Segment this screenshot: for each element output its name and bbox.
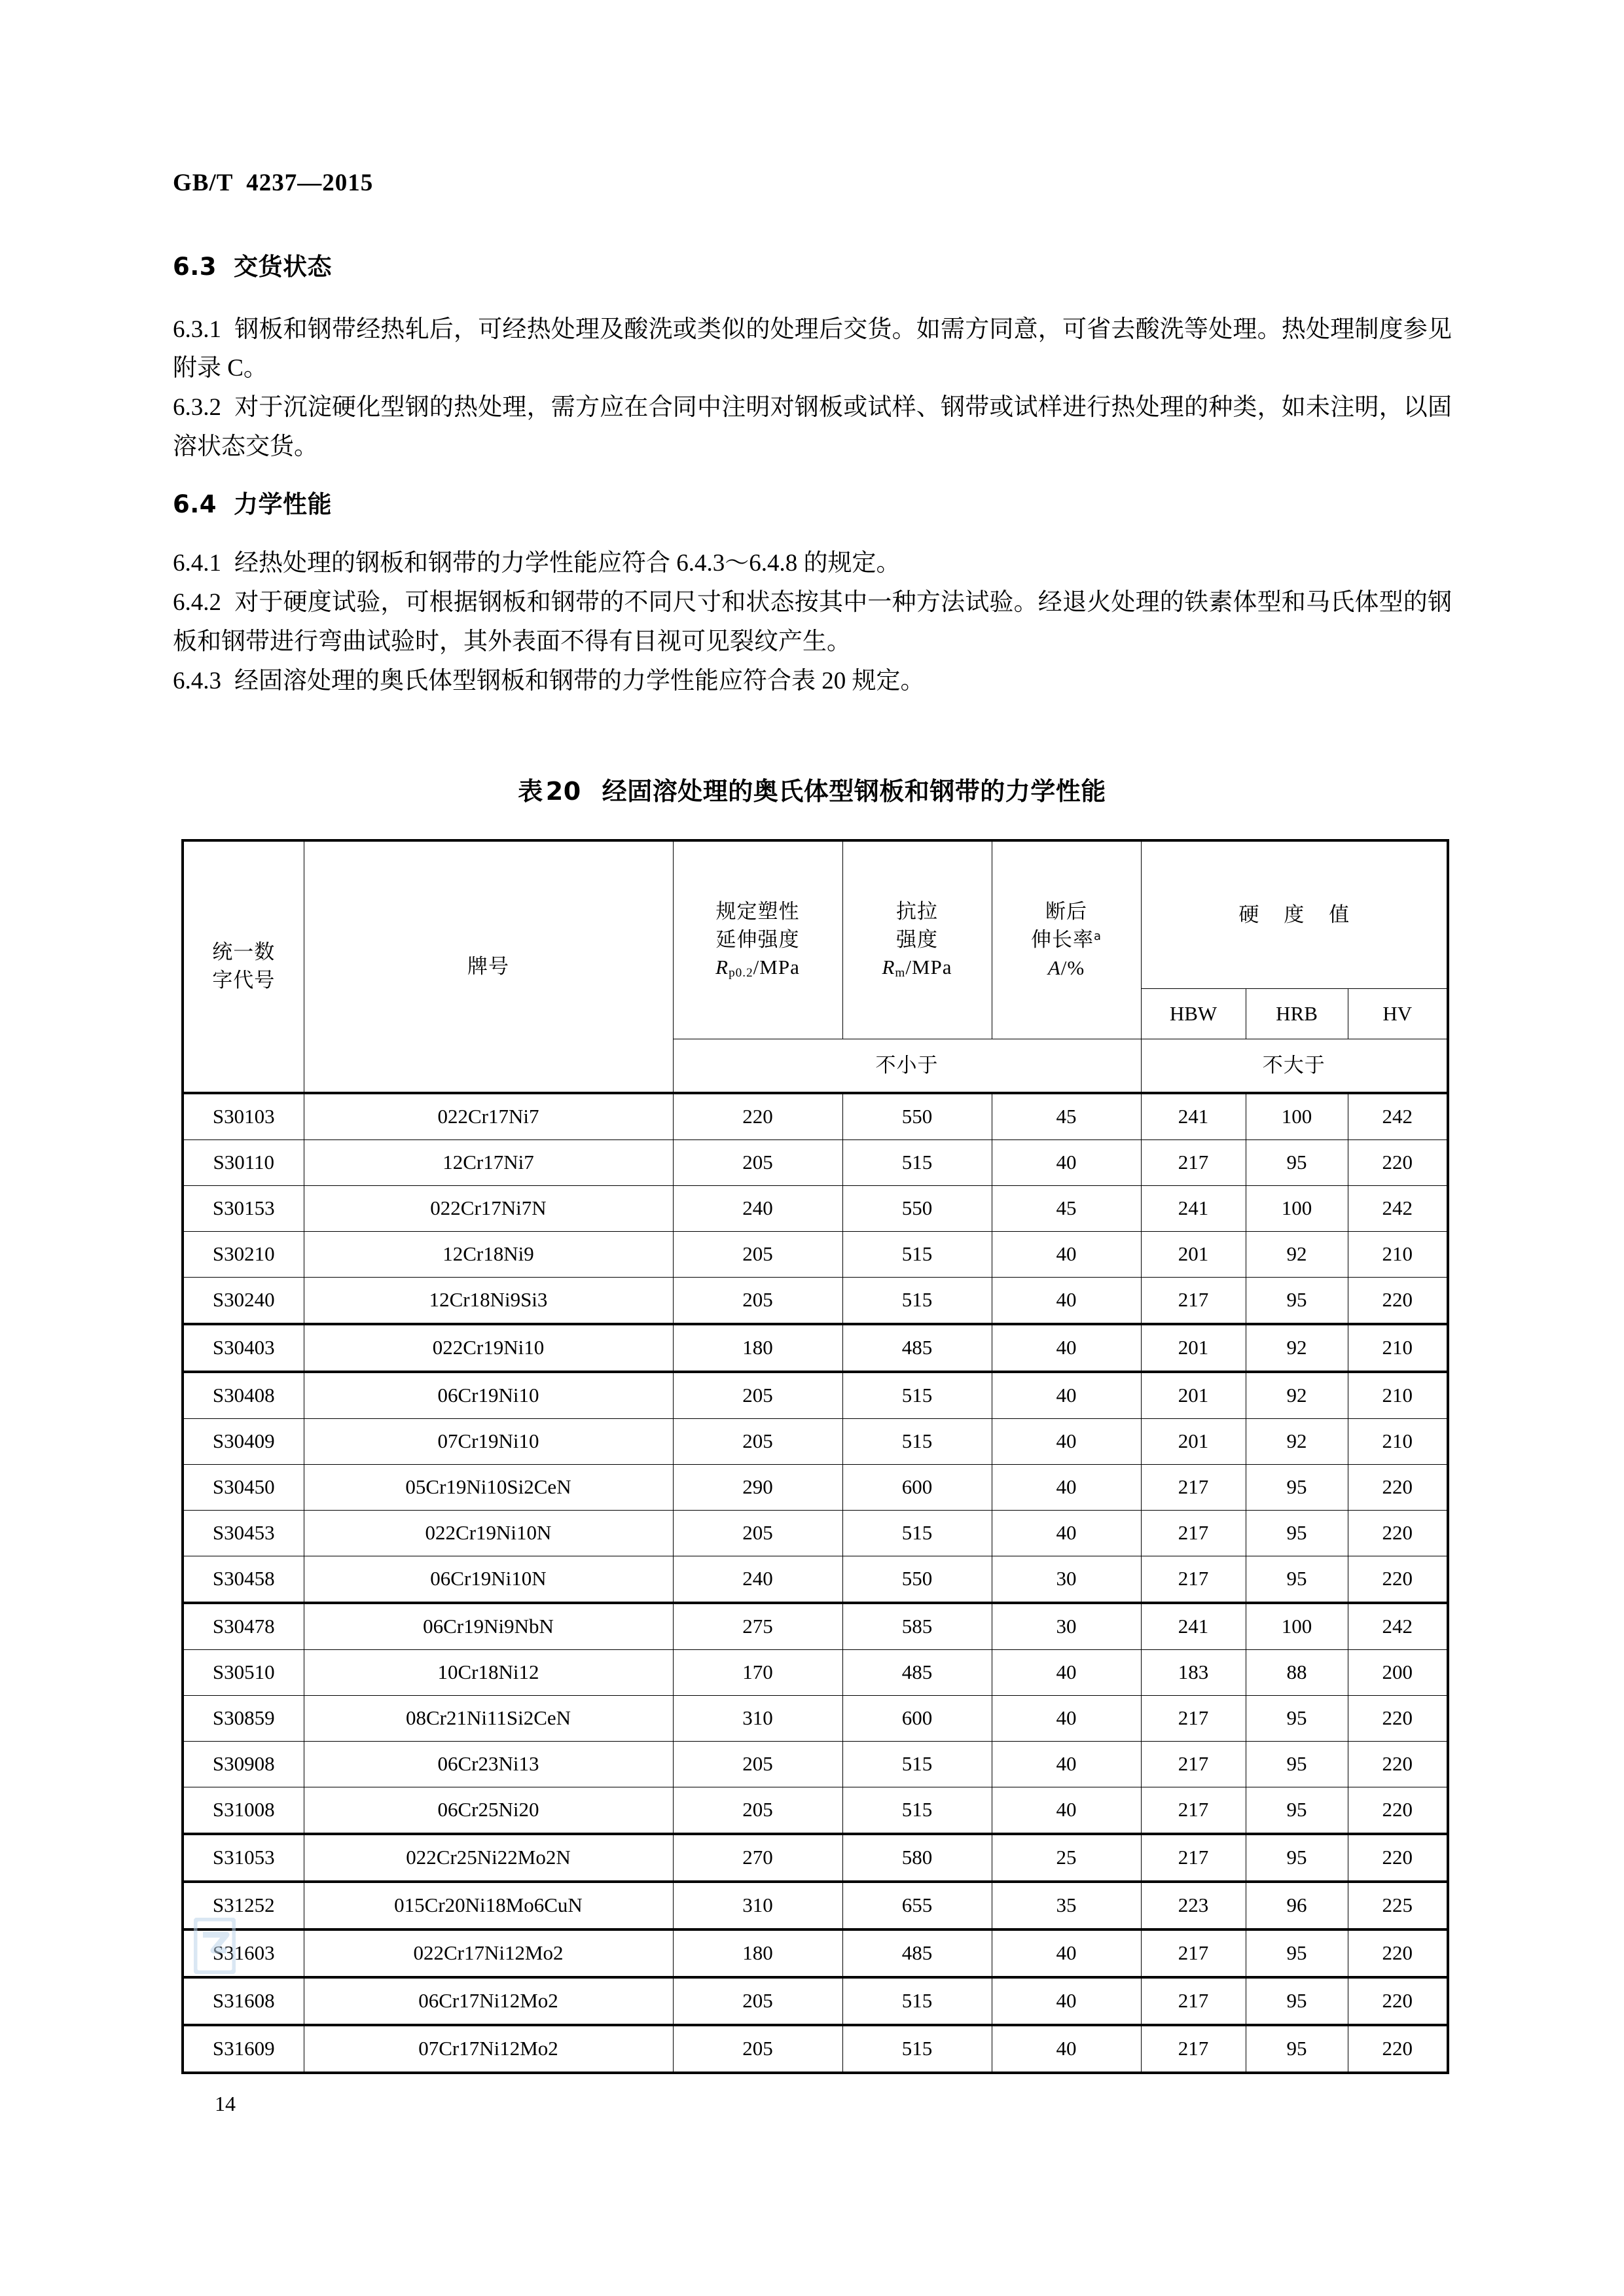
cell-tensile-strength: 600 — [842, 1465, 992, 1511]
table-caption-number: 20 — [545, 777, 581, 806]
paragraph-text-6-4-2: 对于硬度试验，可根据钢板和钢带的不同尺寸和状态按其中一种方法试验。经退火处理的铁素体型和马氏体型的钢板和钢带进行弯曲试验时，其外表面不得有目视可见裂纹产生。 — [173, 588, 1452, 655]
header-elongation-symbol — [992, 954, 1141, 982]
header-elongation — [992, 840, 1141, 1039]
cell-hrb: 92 — [1246, 1419, 1348, 1465]
header-elongation-symbol-a: A — [1047, 956, 1061, 979]
cell-unified-code: S31053 — [183, 1834, 304, 1882]
table-row — [183, 1278, 1448, 1325]
cell-hrb: 95 — [1246, 1834, 1348, 1882]
cell-tensile-strength: 550 — [842, 1186, 992, 1232]
cell-hv: 220 — [1348, 2025, 1448, 2073]
paragraph-text-6-3-1: 钢板和钢带经热轧后，可经热处理及酸洗或类似的处理后交货。如需方同意，可省去酸洗等处理。热处理制度参见附录 C。 — [173, 315, 1452, 382]
cell-hbw: 217 — [1141, 1278, 1246, 1325]
cell-elongation: 30 — [992, 1603, 1141, 1650]
cell-hv: 242 — [1348, 1093, 1448, 1140]
paragraph-6-4-3 — [173, 662, 1452, 701]
header-proof-strength-line2: 延伸强度 — [715, 927, 800, 952]
cell-proof-strength: 180 — [673, 1929, 842, 1977]
cell-elongation: 25 — [992, 1834, 1141, 1882]
cell-unified-code: S30240 — [183, 1278, 304, 1325]
table-header-row-main — [183, 840, 1448, 989]
table-row — [183, 1603, 1448, 1650]
cell-elongation: 45 — [992, 1093, 1141, 1140]
page-number: 14 — [215, 2092, 236, 2115]
cell-proof-strength: 220 — [673, 1093, 842, 1140]
cell-hbw: 201 — [1141, 1419, 1246, 1465]
paragraph-number-6-4-3: 6.4.3 — [173, 667, 221, 694]
header-tensile-strength — [842, 840, 992, 1039]
cell-unified-code: S31609 — [183, 2025, 304, 2073]
paragraph-number-6-4-2: 6.4.2 — [173, 588, 221, 616]
cell-elongation: 40 — [992, 1372, 1141, 1419]
cell-grade: 06Cr25Ni20 — [304, 1787, 673, 1835]
header-unified-code-line2: 字代号 — [212, 969, 276, 992]
cell-proof-strength: 205 — [673, 1232, 842, 1278]
paragraph-text-6-3-2: 对于沉淀硬化型钢的热处理，需方应在合同中注明对钢板或试样、钢带或试样进行热处理的种类，如未注明，以固溶状态交货。 — [173, 394, 1452, 461]
cell-grade: 06Cr19Ni9NbN — [304, 1603, 673, 1650]
cell-grade: 022Cr17Ni7 — [304, 1093, 673, 1140]
table-row — [183, 1834, 1448, 1882]
cell-grade: 05Cr19Ni10Si2CeN — [304, 1465, 673, 1511]
cell-hrb: 95 — [1246, 1977, 1348, 2025]
cell-grade: 015Cr20Ni18Mo6CuN — [304, 1882, 673, 1929]
cell-tensile-strength: 515 — [842, 2025, 992, 2073]
cell-hbw: 217 — [1141, 1742, 1246, 1787]
cell-elongation: 40 — [992, 1696, 1141, 1742]
header-hardness-group-label: 硬 度 值 — [1238, 903, 1359, 927]
table-caption-label: 表 — [518, 777, 543, 806]
table-row — [183, 1882, 1448, 1929]
paragraph-text-6-4-3: 经固溶处理的奥氏体型钢板和钢带的力学性能应符合表 20 规定。 — [234, 667, 925, 694]
cell-grade: 022Cr19Ni10N — [304, 1511, 673, 1556]
cell-elongation: 40 — [992, 1465, 1141, 1511]
cell-proof-strength: 290 — [673, 1465, 842, 1511]
clause-heading-6-4 — [173, 486, 1452, 523]
cell-unified-code: S30210 — [183, 1232, 304, 1278]
table-row — [183, 1696, 1448, 1742]
cell-grade: 022Cr17Ni12Mo2 — [304, 1929, 673, 1977]
header-unified-code — [183, 840, 304, 1093]
cell-tensile-strength: 515 — [842, 1278, 992, 1325]
cell-unified-code: S30408 — [183, 1372, 304, 1419]
cell-hrb: 92 — [1246, 1324, 1348, 1372]
cell-hv: 220 — [1348, 1977, 1448, 2025]
cell-hbw: 217 — [1141, 1140, 1246, 1186]
clause-number-6-4: 6.4 — [173, 490, 217, 519]
cell-hv: 220 — [1348, 1696, 1448, 1742]
header-tensile-strength-symbol-sub: m — [895, 966, 906, 980]
cell-elongation: 40 — [992, 1324, 1141, 1372]
cell-hbw: 183 — [1141, 1650, 1246, 1696]
clause-heading-6-3 — [173, 249, 1452, 285]
cell-unified-code: S30510 — [183, 1650, 304, 1696]
cell-hbw: 217 — [1141, 1696, 1246, 1742]
cell-proof-strength: 205 — [673, 1278, 842, 1325]
cell-grade: 07Cr19Ni10 — [304, 1419, 673, 1465]
paragraph-6-3-2 — [173, 388, 1452, 467]
cell-proof-strength: 205 — [673, 1511, 842, 1556]
cell-hrb: 95 — [1246, 1278, 1348, 1325]
cell-elongation: 30 — [992, 1556, 1141, 1604]
cell-unified-code: S30403 — [183, 1324, 304, 1372]
cell-elongation: 40 — [992, 1742, 1141, 1787]
cell-hv: 210 — [1348, 1372, 1448, 1419]
header-hv: HV — [1348, 989, 1448, 1039]
table-row — [183, 1929, 1448, 1977]
header-hardness-group — [1141, 840, 1448, 989]
cell-tensile-strength: 485 — [842, 1650, 992, 1696]
cell-hbw: 201 — [1141, 1372, 1246, 1419]
cell-tensile-strength: 585 — [842, 1603, 992, 1650]
table-row — [183, 1324, 1448, 1372]
cell-tensile-strength: 515 — [842, 1787, 992, 1835]
cell-tensile-strength: 515 — [842, 1372, 992, 1419]
cell-grade: 07Cr17Ni12Mo2 — [304, 2025, 673, 2073]
cell-tensile-strength: 515 — [842, 1742, 992, 1787]
cell-hbw: 217 — [1141, 2025, 1246, 2073]
cell-hrb: 100 — [1246, 1093, 1348, 1140]
cell-proof-strength: 205 — [673, 1140, 842, 1186]
header-proof-strength-symbol-r: R — [715, 956, 729, 979]
cell-hrb: 95 — [1246, 1742, 1348, 1787]
cell-proof-strength: 205 — [673, 1419, 842, 1465]
header-grade: 牌号 — [304, 840, 673, 1093]
cell-unified-code: S30859 — [183, 1696, 304, 1742]
clause-title-6-3: 交货状态 — [234, 253, 333, 281]
cell-proof-strength: 205 — [673, 1372, 842, 1419]
cell-hrb: 95 — [1246, 1140, 1348, 1186]
cell-grade: 022Cr17Ni7N — [304, 1186, 673, 1232]
cell-hv: 210 — [1348, 1324, 1448, 1372]
cell-hrb: 96 — [1246, 1882, 1348, 1929]
header-elongation-unit: /% — [1060, 956, 1085, 979]
cell-hv: 210 — [1348, 1232, 1448, 1278]
cell-tensile-strength: 550 — [842, 1556, 992, 1604]
header-hbw: HBW — [1141, 989, 1246, 1039]
cell-elongation: 40 — [992, 1977, 1141, 2025]
cell-elongation: 35 — [992, 1882, 1141, 1929]
cell-elongation: 40 — [992, 2025, 1141, 2073]
cell-grade: 06Cr23Ni13 — [304, 1742, 673, 1787]
cell-hbw: 217 — [1141, 1465, 1246, 1511]
cell-hv: 220 — [1348, 1929, 1448, 1977]
table-row — [183, 1556, 1448, 1604]
cell-hv: 220 — [1348, 1140, 1448, 1186]
cell-tensile-strength: 515 — [842, 1232, 992, 1278]
table-row — [183, 1232, 1448, 1278]
cell-tensile-strength: 515 — [842, 1977, 992, 2025]
cell-grade: 12Cr17Ni7 — [304, 1140, 673, 1186]
header-tensile-strength-symbol — [843, 954, 992, 982]
cell-proof-strength: 170 — [673, 1650, 842, 1696]
header-proof-strength-symbol-sub: p0.2 — [729, 966, 753, 980]
cell-elongation: 40 — [992, 1232, 1141, 1278]
cell-hrb: 95 — [1246, 1787, 1348, 1835]
cell-hbw: 223 — [1141, 1882, 1246, 1929]
cell-proof-strength: 180 — [673, 1324, 842, 1372]
cell-elongation: 45 — [992, 1186, 1141, 1232]
header-unified-code-line1: 统一数 — [212, 941, 276, 965]
cell-hbw: 217 — [1141, 1834, 1246, 1882]
cell-hbw: 201 — [1141, 1324, 1246, 1372]
cell-hv: 220 — [1348, 1742, 1448, 1787]
cell-unified-code: S30458 — [183, 1556, 304, 1604]
cell-unified-code: S30908 — [183, 1742, 304, 1787]
running-header-standard-number: GB/T 4237—2015 — [173, 170, 374, 196]
cell-hbw: 241 — [1141, 1603, 1246, 1650]
cell-hbw: 217 — [1141, 1511, 1246, 1556]
cell-elongation: 40 — [992, 1650, 1141, 1696]
table-caption — [0, 771, 1624, 807]
cell-hrb: 100 — [1246, 1186, 1348, 1232]
cell-hv: 242 — [1348, 1603, 1448, 1650]
cell-hv: 225 — [1348, 1882, 1448, 1929]
cell-hv: 220 — [1348, 1787, 1448, 1835]
paragraph-number-6-4-1: 6.4.1 — [173, 549, 221, 577]
cell-unified-code: S31608 — [183, 1977, 304, 2025]
cell-elongation: 40 — [992, 1511, 1141, 1556]
paragraph-number-6-3-2: 6.3.2 — [173, 394, 221, 422]
cell-unified-code: S30453 — [183, 1511, 304, 1556]
cell-hbw: 217 — [1141, 1977, 1246, 2025]
cell-hrb: 92 — [1246, 1372, 1348, 1419]
cell-hbw: 217 — [1141, 1929, 1246, 1977]
table-row — [183, 1465, 1448, 1511]
table-row — [183, 1650, 1448, 1696]
cell-hrb: 95 — [1246, 2025, 1348, 2073]
table-row — [183, 1511, 1448, 1556]
cell-proof-strength: 205 — [673, 1742, 842, 1787]
cell-elongation: 40 — [992, 1419, 1141, 1465]
clause-title-6-4: 力学性能 — [234, 490, 333, 519]
cell-elongation: 40 — [992, 1140, 1141, 1186]
cell-hbw: 217 — [1141, 1787, 1246, 1835]
cell-grade: 06Cr17Ni12Mo2 — [304, 1977, 673, 2025]
cell-grade: 022Cr25Ni22Mo2N — [304, 1834, 673, 1882]
cell-elongation: 40 — [992, 1278, 1141, 1325]
header-tensile-strength-unit: /MPa — [905, 956, 952, 979]
cell-hv: 220 — [1348, 1834, 1448, 1882]
header-tensile-strength-line2: 强度 — [896, 927, 938, 952]
cell-hrb: 95 — [1246, 1696, 1348, 1742]
cell-unified-code: S31008 — [183, 1787, 304, 1835]
header-elongation-line2-text: 伸长率 — [1030, 928, 1094, 952]
cell-unified-code: S30450 — [183, 1465, 304, 1511]
limit-not-less-than: 不小于 — [673, 1039, 1141, 1094]
clause-number-6-3: 6.3 — [173, 253, 217, 281]
cell-grade: 12Cr18Ni9 — [304, 1232, 673, 1278]
cell-grade: 022Cr19Ni10 — [304, 1324, 673, 1372]
cell-hv: 200 — [1348, 1650, 1448, 1696]
cell-unified-code: S31603 — [183, 1929, 304, 1977]
cell-hv: 242 — [1348, 1186, 1448, 1232]
cell-hbw: 217 — [1141, 1556, 1246, 1604]
cell-tensile-strength: 485 — [842, 1929, 992, 1977]
header-proof-strength-symbol — [674, 954, 842, 982]
cell-proof-strength: 240 — [673, 1556, 842, 1604]
table-caption-title: 经固溶处理的奥氏体型钢板和钢带的力学性能 — [602, 777, 1106, 806]
cell-unified-code: S31252 — [183, 1882, 304, 1929]
cell-tensile-strength: 515 — [842, 1419, 992, 1465]
table-row — [183, 1787, 1448, 1835]
cell-hrb: 95 — [1246, 1511, 1348, 1556]
header-proof-strength-line1: 规定塑性 — [715, 899, 800, 924]
table-row — [183, 1372, 1448, 1419]
cell-unified-code: S30153 — [183, 1186, 304, 1232]
mechanical-properties-table-wrapper — [181, 839, 1447, 2074]
body-text-column — [173, 249, 1452, 701]
paragraph-text-6-4-1: 经热处理的钢板和钢带的力学性能应符合 6.4.3～6.4.8 的规定。 — [234, 549, 901, 577]
paragraph-6-4-2 — [173, 583, 1452, 662]
cell-hv: 210 — [1348, 1419, 1448, 1465]
table-row — [183, 1186, 1448, 1232]
cell-hv: 220 — [1348, 1465, 1448, 1511]
cell-tensile-strength: 550 — [842, 1093, 992, 1140]
header-tensile-strength-symbol-r: R — [882, 956, 895, 979]
cell-tensile-strength: 515 — [842, 1511, 992, 1556]
cell-grade: 06Cr19Ni10N — [304, 1556, 673, 1604]
table-row — [183, 1140, 1448, 1186]
table-row — [183, 2025, 1448, 2073]
header-proof-strength-unit: /MPa — [753, 956, 800, 979]
cell-elongation: 40 — [992, 1929, 1141, 1977]
limit-not-greater-than: 不大于 — [1141, 1039, 1448, 1094]
cell-proof-strength: 205 — [673, 1977, 842, 2025]
cell-hbw: 241 — [1141, 1093, 1246, 1140]
cell-hbw: 241 — [1141, 1186, 1246, 1232]
cell-tensile-strength: 515 — [842, 1140, 992, 1186]
cell-hrb: 92 — [1246, 1232, 1348, 1278]
cell-proof-strength: 205 — [673, 1787, 842, 1835]
header-elongation-footnote-marker: a — [1093, 929, 1102, 944]
cell-proof-strength: 270 — [673, 1834, 842, 1882]
mechanical-properties-table — [181, 839, 1449, 2074]
cell-proof-strength: 240 — [673, 1186, 842, 1232]
cell-tensile-strength: 600 — [842, 1696, 992, 1742]
cell-unified-code: S30478 — [183, 1603, 304, 1650]
table-row — [183, 1419, 1448, 1465]
cell-unified-code: S30409 — [183, 1419, 304, 1465]
header-hrb: HRB — [1246, 989, 1348, 1039]
table-row — [183, 1093, 1448, 1140]
cell-grade: 06Cr19Ni10 — [304, 1372, 673, 1419]
cell-tensile-strength: 655 — [842, 1882, 992, 1929]
cell-proof-strength: 205 — [673, 2025, 842, 2073]
header-elongation-line2 — [992, 926, 1141, 954]
cell-tensile-strength: 580 — [842, 1834, 992, 1882]
paragraph-number-6-3-1: 6.3.1 — [173, 315, 221, 343]
cell-hrb: 88 — [1246, 1650, 1348, 1696]
cell-hrb: 95 — [1246, 1465, 1348, 1511]
paragraph-6-3-1 — [173, 310, 1452, 389]
cell-tensile-strength: 485 — [842, 1324, 992, 1372]
cell-hrb: 95 — [1246, 1556, 1348, 1604]
cell-hbw: 201 — [1141, 1232, 1246, 1278]
header-tensile-strength-line1: 抗拉 — [896, 899, 938, 924]
cell-hrb: 95 — [1246, 1929, 1348, 1977]
cell-proof-strength: 310 — [673, 1882, 842, 1929]
cell-hrb: 100 — [1246, 1603, 1348, 1650]
cell-grade: 10Cr18Ni12 — [304, 1650, 673, 1696]
cell-hv: 220 — [1348, 1278, 1448, 1325]
cell-proof-strength: 310 — [673, 1696, 842, 1742]
header-proof-strength — [673, 840, 842, 1039]
cell-unified-code: S30110 — [183, 1140, 304, 1186]
cell-grade: 08Cr21Ni11Si2CeN — [304, 1696, 673, 1742]
cell-hv: 220 — [1348, 1511, 1448, 1556]
cell-elongation: 40 — [992, 1787, 1141, 1835]
table-row — [183, 1742, 1448, 1787]
cell-unified-code: S30103 — [183, 1093, 304, 1140]
cell-proof-strength: 275 — [673, 1603, 842, 1650]
cell-hv: 220 — [1348, 1556, 1448, 1604]
cell-grade: 12Cr18Ni9Si3 — [304, 1278, 673, 1325]
paragraph-6-4-1 — [173, 544, 1452, 583]
table-row — [183, 1977, 1448, 2025]
header-elongation-line1: 断后 — [1045, 900, 1087, 924]
